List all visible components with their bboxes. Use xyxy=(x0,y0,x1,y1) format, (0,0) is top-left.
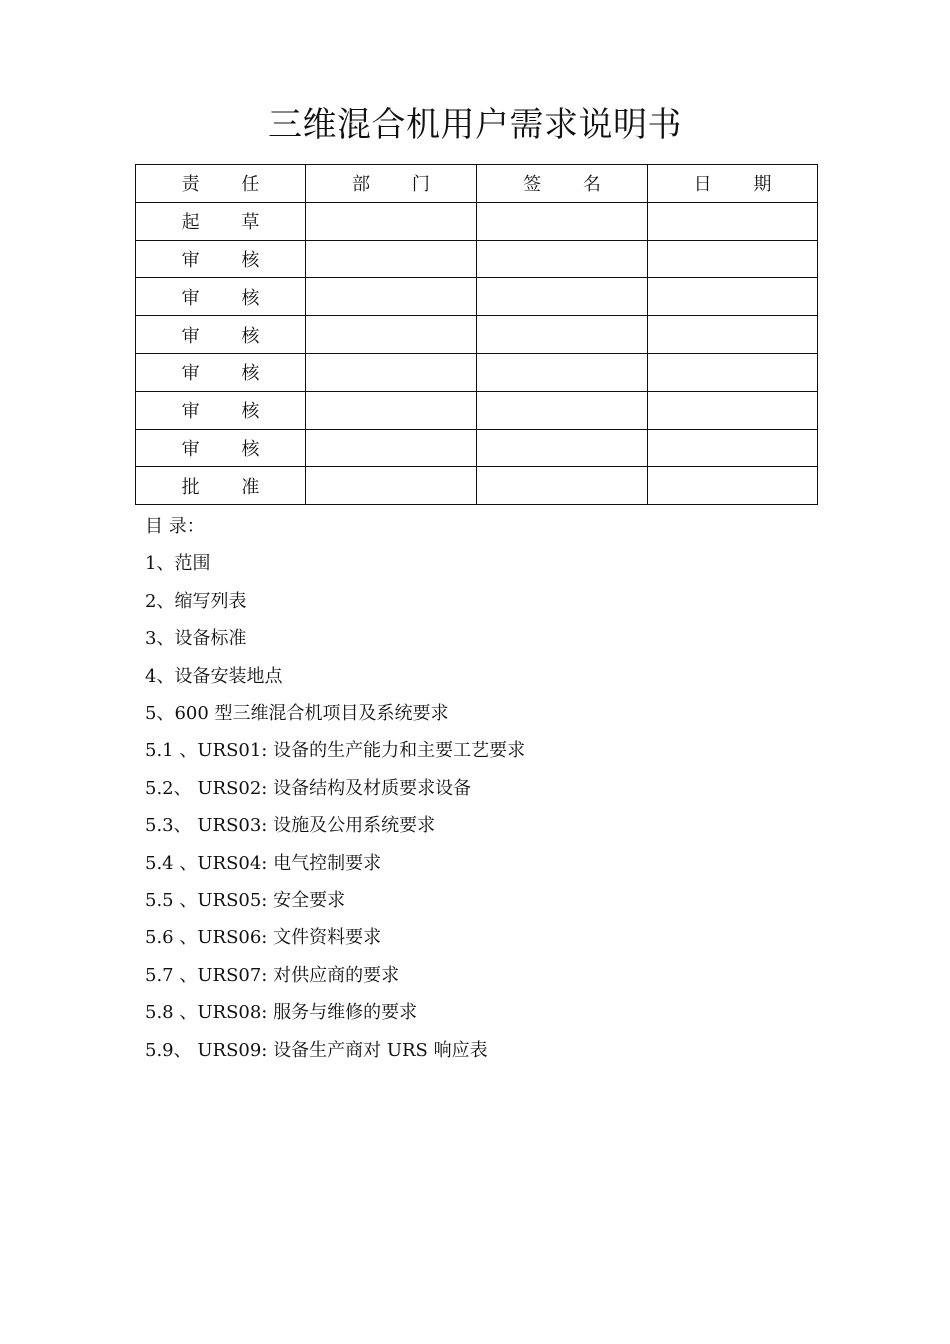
toc-item: 5.6 、URS06: 文件资料要求 xyxy=(145,927,382,949)
table-row xyxy=(136,240,818,278)
role-cell: 审 核 xyxy=(136,278,306,316)
toc-item: 4、设备安装地点 xyxy=(145,665,283,687)
signature-cell xyxy=(477,278,648,316)
department-cell xyxy=(306,467,477,505)
toc-item: 5.9、 URS09: 设备生产商对 URS 响应表 xyxy=(145,1039,488,1061)
toc-item: 3、设备标准 xyxy=(145,628,247,650)
toc-item: 5.7 、URS07: 对供应商的要求 xyxy=(145,964,400,986)
signature-cell xyxy=(477,429,648,467)
signature-cell xyxy=(477,240,648,278)
toc-item: 5、600 型三维混合机项目及系统要求 xyxy=(145,703,449,725)
role-cell: 起 草 xyxy=(136,202,306,240)
date-cell xyxy=(648,467,818,505)
toc-item: 5.5 、URS05: 安全要求 xyxy=(145,890,346,912)
header-signature: 签 名 xyxy=(477,165,648,203)
signature-cell xyxy=(477,316,648,354)
date-cell xyxy=(648,429,818,467)
department-cell xyxy=(306,202,477,240)
signature-cell xyxy=(477,202,648,240)
date-cell xyxy=(648,316,818,354)
toc-heading: 目 录： xyxy=(145,516,205,537)
department-cell xyxy=(306,278,477,316)
date-cell xyxy=(648,202,818,240)
table-header-row xyxy=(136,165,818,203)
toc-item: 5.3、 URS03: 设施及公用系统要求 xyxy=(145,815,436,837)
signature-cell xyxy=(477,467,648,505)
department-cell xyxy=(306,429,477,467)
table-row xyxy=(136,391,818,429)
table-row xyxy=(136,202,818,240)
toc-item: 5.8 、URS08: 服务与维修的要求 xyxy=(145,1002,418,1024)
table-row xyxy=(136,316,818,354)
toc-item: 5.2、 URS02: 设备结构及材质要求设备 xyxy=(145,777,472,799)
table-row xyxy=(136,429,818,467)
page-title: 三维混合机用户需求说明书 xyxy=(268,105,682,145)
date-cell xyxy=(648,391,818,429)
department-cell xyxy=(306,316,477,354)
header-responsibility: 责 任 xyxy=(136,165,306,203)
toc-item: 1、范围 xyxy=(145,553,211,575)
signature-cell xyxy=(477,391,648,429)
role-cell: 审 核 xyxy=(136,429,306,467)
date-cell xyxy=(648,278,818,316)
department-cell xyxy=(306,391,477,429)
department-cell xyxy=(306,240,477,278)
table-row xyxy=(136,278,818,316)
role-cell: 审 核 xyxy=(136,316,306,354)
toc-item: 5.4 、URS04: 电气控制要求 xyxy=(145,852,382,874)
role-cell: 审 核 xyxy=(136,240,306,278)
table-row xyxy=(136,467,818,505)
table-of-contents xyxy=(145,508,845,1069)
department-cell xyxy=(306,353,477,391)
date-cell xyxy=(648,353,818,391)
toc-item: 5.1 、URS01: 设备的生产能力和主要工艺要求 xyxy=(145,740,526,762)
table-row xyxy=(136,353,818,391)
role-cell: 审 核 xyxy=(136,391,306,429)
header-date: 日 期 xyxy=(648,165,818,203)
toc-item: 2、缩写列表 xyxy=(145,590,247,612)
date-cell xyxy=(648,240,818,278)
role-cell: 审 核 xyxy=(136,353,306,391)
role-cell: 批 准 xyxy=(136,467,306,505)
signature-cell xyxy=(477,353,648,391)
signoff-table xyxy=(135,164,818,505)
header-department: 部 门 xyxy=(306,165,477,203)
